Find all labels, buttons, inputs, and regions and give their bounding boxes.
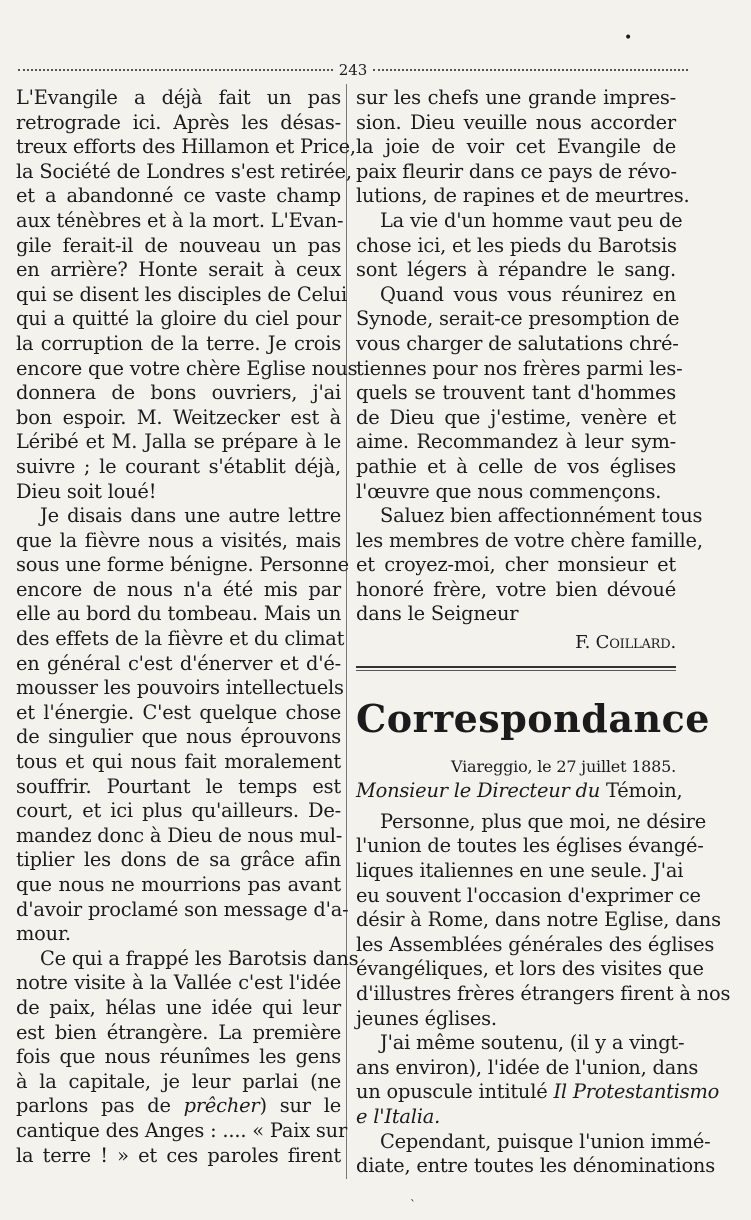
text-line: la terre ! » et ces paroles firent xyxy=(16,1143,341,1167)
text-line: Synode, serait-ce presomption de xyxy=(356,307,680,331)
text-line: à la capitale, je leur parlai (ne xyxy=(16,1069,341,1093)
text-line: tiplier les dons de sa grâce afin xyxy=(16,848,341,872)
corner-mark: • xyxy=(624,30,633,46)
text-line: treux efforts des Hillamon et Price, xyxy=(16,135,356,159)
text-line: elle au bord du tombeau. Mais un xyxy=(16,602,342,626)
text-line: gile ferait-il de nouveau un pas xyxy=(16,233,341,257)
text-line: encore de nous n'a été mis par xyxy=(16,577,341,601)
text-line: sion. Dieu veuille nous accorder xyxy=(356,110,676,134)
text-line: cantique des Anges : .... « Paix sur xyxy=(16,1118,348,1142)
page-number: 243 xyxy=(338,61,368,79)
text-line: Ce qui a frappé les Barotsis dans xyxy=(40,946,359,970)
text-line: est bien étrangère. La première xyxy=(16,1020,341,1044)
text-line: un opuscule intitulé Il Protestantismo xyxy=(356,1080,720,1104)
text-line: pathie et à celle de vos églises xyxy=(356,454,676,478)
text-line: honoré frère, votre bien dévoué xyxy=(356,577,676,601)
text-line: liques italiennes en une seule. J'ai xyxy=(356,859,684,883)
text-line: lutions, de rapines et de meurtres. xyxy=(356,184,690,208)
text-line: l'union de toutes les églises évangé- xyxy=(356,834,704,858)
text-line: Je disais dans une autre lettre xyxy=(40,504,341,528)
correspondence-body xyxy=(356,809,731,1179)
salutation-text: Monsieur le Directeur du xyxy=(356,779,601,803)
text-line: Personne, plus que moi, ne désire xyxy=(380,809,706,833)
text-line: souffrir. Pourtant le temps est xyxy=(16,774,341,798)
text-line: de Dieu que j'estime, venère et xyxy=(356,405,676,429)
text-line: court, et ici plus qu'ailleurs. De- xyxy=(16,799,341,823)
text-line: parlons pas de prêcher) sur le xyxy=(16,1094,341,1118)
text-line: mandez donc à Dieu de nous mul- xyxy=(16,823,343,847)
text-line: Dieu soit loué! xyxy=(16,479,157,503)
text-line: L'Evangile a déjà fait un pas xyxy=(16,86,341,109)
text-line: J'ai même soutenu, (il y a vingt- xyxy=(380,1031,685,1055)
text-line: sous une forme bénigne. Personne xyxy=(16,553,349,577)
text-line: Cependant, puisque l'union immé- xyxy=(380,1129,711,1153)
text-line: la corruption de la terre. Je crois xyxy=(16,331,341,355)
text-line: retrograde ici. Après les désas- xyxy=(16,110,341,134)
journal-name: Témoin, xyxy=(606,779,683,803)
text-line: ans environ), l'idée de l'union, dans xyxy=(356,1055,699,1079)
text-line: notre visite à la Vallée c'est l'idée xyxy=(16,971,341,995)
text-line: mour. xyxy=(16,922,71,946)
text-line: encore que votre chère Eglise nous xyxy=(16,356,358,380)
text-line: fois que nous réunîmes les gens xyxy=(16,1045,341,1069)
text-line: la joie de voir cet Evangile de xyxy=(356,135,676,159)
text-line: La vie d'un homme vaut peu de xyxy=(380,208,683,232)
section-rule xyxy=(356,666,676,671)
text-line: des effets de la fièvre et du climat xyxy=(16,627,345,651)
text-line: aux ténèbres et à la mort. L'Evan- xyxy=(16,208,344,232)
letter-continuation xyxy=(356,86,703,627)
text-line: bon espoir. M. Weitzecker est à xyxy=(16,405,341,429)
text-line: tous et qui nous fait moralement xyxy=(16,750,341,774)
text-line: diate, entre toutes les dénominations xyxy=(356,1154,715,1178)
page-header xyxy=(18,58,688,82)
text-line: suivre ; le courant s'établit déjà, xyxy=(16,454,341,478)
text-line: les Assemblées générales des églises xyxy=(356,932,715,956)
text-line: donnera de bons ouvriers, j'ai xyxy=(16,381,341,405)
right-column xyxy=(356,86,731,1179)
text-line: sont légers à répandre le sang. xyxy=(356,258,676,282)
header-rule-right xyxy=(373,69,688,71)
text-line: désir à Rome, dans notre Eglise, dans xyxy=(356,908,721,932)
text-line: et croyez-moi, cher monsieur et xyxy=(356,553,676,577)
text-line: de paix, hélas une idée qui leur xyxy=(16,995,341,1019)
text-line: mousser les pouvoirs intellectuels xyxy=(16,676,344,700)
text-line: et l'énergie. C'est quelque chose xyxy=(16,700,341,724)
text-line: quels se trouvent tant d'hommes xyxy=(356,381,676,405)
text-line: Saluez bien affectionnément tous xyxy=(380,504,703,528)
text-line: qui a quitté la gloire du ciel pour xyxy=(16,307,341,331)
dateline: Viareggio, le 27 juillet 1885. xyxy=(451,756,676,776)
text-line: la Société de Londres s'est retirée, xyxy=(16,159,352,183)
column-divider xyxy=(346,84,347,1179)
text-line: tiennes pour nos frères parmi les- xyxy=(356,356,683,380)
text-line: dans le Seigneur xyxy=(356,602,519,626)
text-line: que nous ne mourrions pas avant xyxy=(16,873,341,896)
text-line: que la fièvre nous a visités, mais xyxy=(16,528,341,552)
text-line: sur les chefs une grande impres- xyxy=(356,86,676,109)
text-line: en général c'est d'énerver et d'é- xyxy=(16,651,341,675)
text-line: eu souvent l'occasion d'exprimer ce xyxy=(356,883,701,907)
text-line: de singulier que nous éprouvons xyxy=(16,725,341,749)
text-line: chose ici, et les pieds du Barotsis xyxy=(356,233,677,257)
text-line: e l'Italia. xyxy=(356,1104,441,1128)
text-line: Léribé et M. Jalla se prépare à le xyxy=(16,430,341,454)
text-line: vous charger de salutations chré- xyxy=(356,331,679,355)
text-line: en arrière? Honte serait à ceux xyxy=(16,258,341,282)
text-line: qui se disent les disciples de Celui xyxy=(16,282,348,306)
text-line: Quand vous vous réunirez en xyxy=(380,282,676,306)
text-line: évangéliques, et lors des visites que xyxy=(356,957,704,981)
text-line: les membres de votre chère famille, xyxy=(356,528,703,552)
text-line: et a abandonné ce vaste champ xyxy=(16,184,341,208)
text-line: d'avoir proclamé son message d'a- xyxy=(16,897,349,921)
text-line: jeunes églises. xyxy=(356,1006,497,1030)
header-rule-left xyxy=(18,69,333,71)
signature: F. Coillard. xyxy=(575,632,676,654)
text-line: d'illustres frères étrangers firent à nos xyxy=(356,982,731,1005)
salutation xyxy=(356,779,683,804)
stray-mark: ` xyxy=(410,1198,416,1212)
left-column xyxy=(16,86,359,1168)
section-title: Correspondance xyxy=(356,695,710,741)
text-line: l'œuvre que nous commençons. xyxy=(356,479,662,503)
text-line: aime. Recommandez à leur sym- xyxy=(356,430,676,454)
text-line: paix fleurir dans ce pays de révo- xyxy=(356,159,677,183)
